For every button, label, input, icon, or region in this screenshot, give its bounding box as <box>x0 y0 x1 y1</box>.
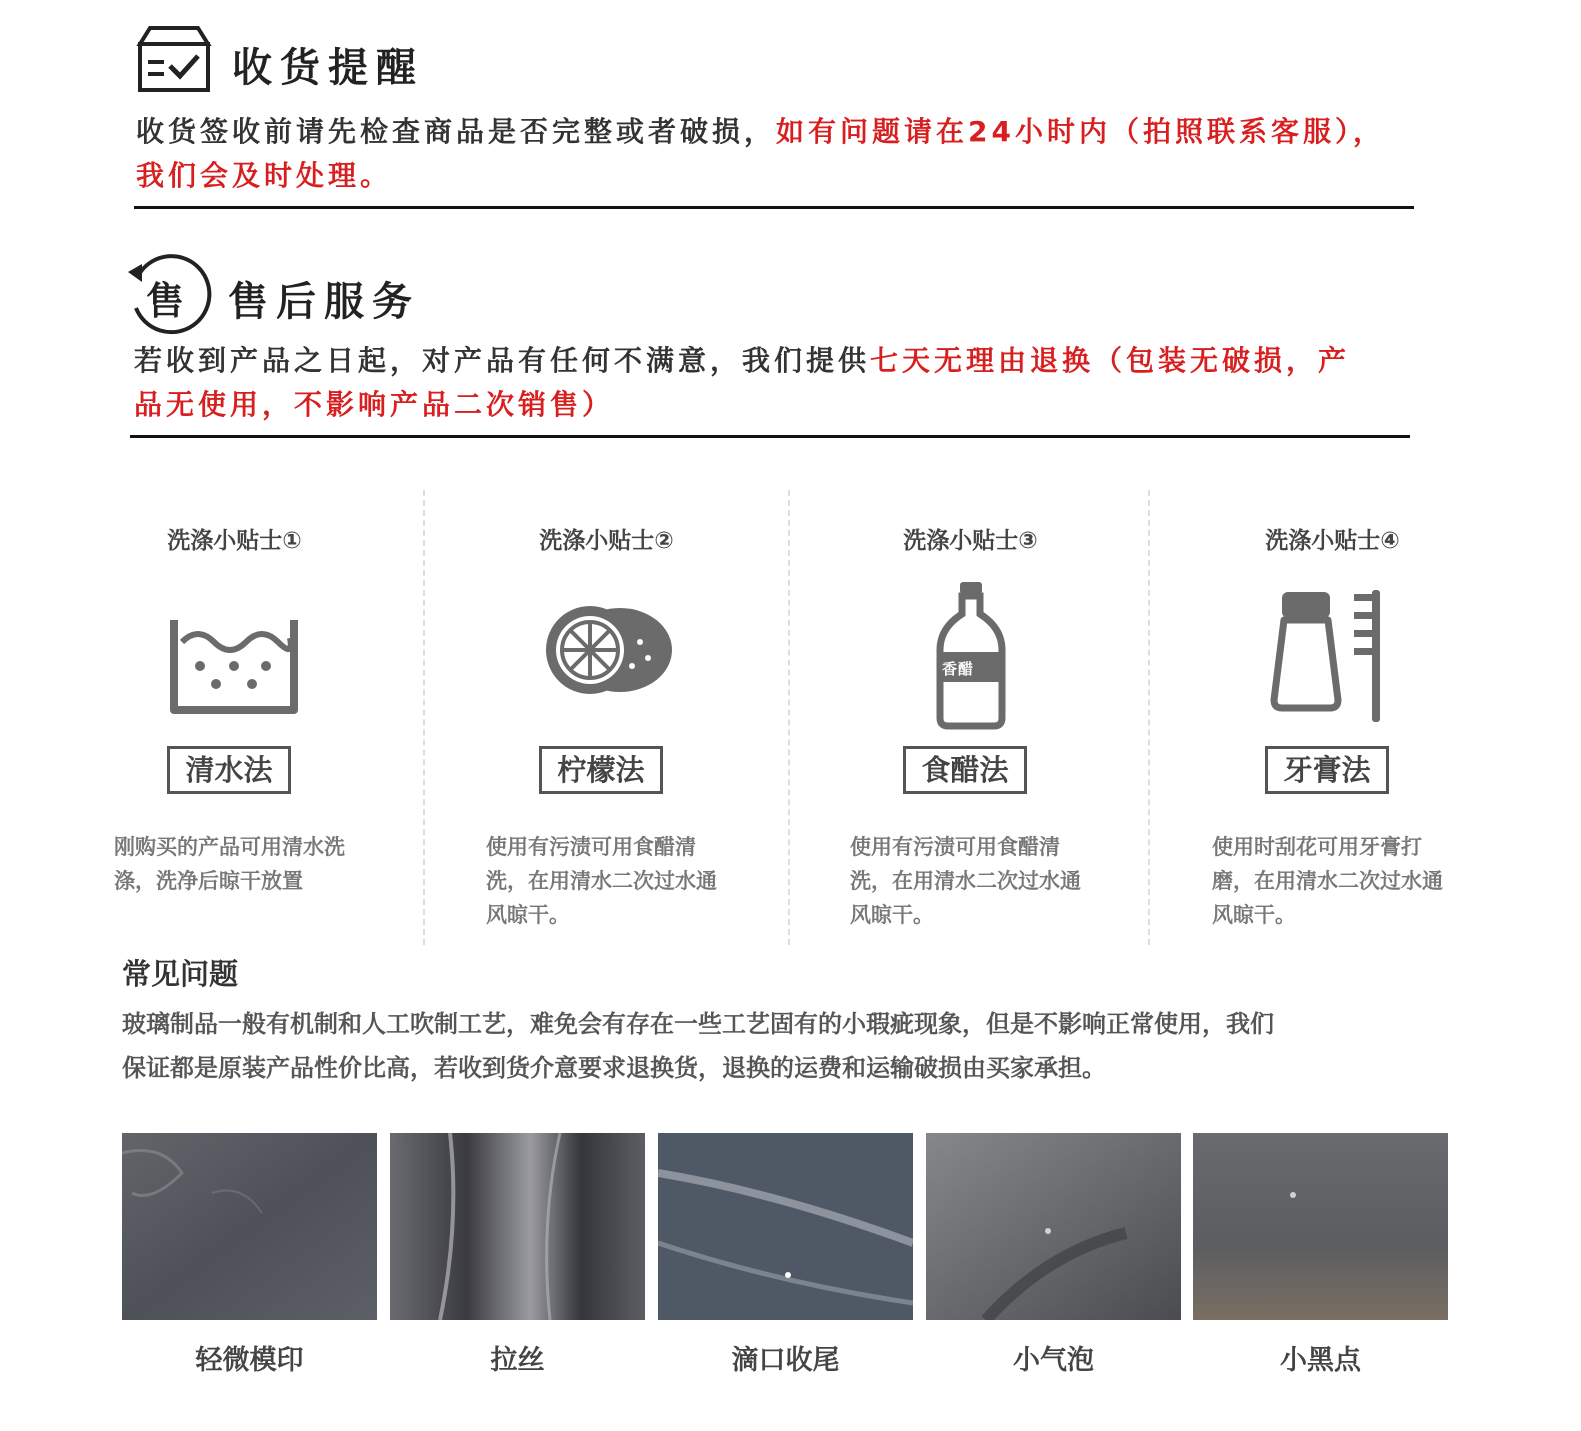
aftersale-icon-char: 售 <box>146 279 185 323</box>
aftersale-text-normal: 若收到产品之日起，对产品有任何不满意，我们提供 <box>134 344 871 377</box>
receipt-text-red: 如有问题请在24小时内（拍照联系客服）， <box>776 115 1385 148</box>
tip-title: 洗涤小贴士③ <box>903 528 1038 554</box>
tip-title: 洗涤小贴士② <box>539 528 674 554</box>
defect-photo-mold-mark <box>122 1133 377 1320</box>
receipt-text-normal: 收货签收前请先检查商品是否完整或者破损， <box>136 115 777 148</box>
tip-label: 清水法 <box>167 746 291 794</box>
toothpaste-brush-icon <box>1260 580 1405 730</box>
tip-label: 牙膏法 <box>1265 746 1389 794</box>
lemon-icon <box>534 580 679 730</box>
receipt-text <box>136 110 1446 198</box>
receipt-text-red-2: 我们会及时处理。 <box>136 159 393 192</box>
tip-label: 柠檬法 <box>539 746 663 794</box>
defect-caption: 拉丝 <box>490 1345 545 1376</box>
vinegar-bottle-icon <box>898 580 1043 730</box>
tip-desc: 使用有污渍可用食醋清洗，在用清水二次过水通风晾干。 <box>486 835 717 927</box>
divider <box>130 435 1410 438</box>
defect-photo-black-dot <box>1193 1133 1448 1320</box>
tip-card-3 <box>788 490 1153 945</box>
aftersale-title: 售后服务 <box>228 279 420 325</box>
aftersale-text <box>134 339 1444 427</box>
faq-text <box>122 1002 1467 1090</box>
tip-title: 洗涤小贴士① <box>167 528 302 554</box>
tip-desc: 使用时刮花可用牙膏打磨，在用清水二次过水通风晾干。 <box>1212 835 1443 927</box>
receipt-box-icon <box>136 22 212 94</box>
defect-caption: 小黑点 <box>1280 1345 1361 1376</box>
tip-title: 洗涤小贴士④ <box>1265 528 1400 554</box>
defect-photo-streak <box>390 1133 645 1320</box>
faq-line-1: 玻璃制品一般有机制和人工吹制工艺，难免会有存在一些工艺固有的小瑕疵现象，但是不影响正常使用，我们 <box>122 1010 1274 1038</box>
tip-desc: 使用有污渍可用食醋清洗，在用清水二次过水通风晾干。 <box>850 835 1081 927</box>
aftersale-text-red-2: 品无使用，不影响产品二次销售） <box>134 388 615 421</box>
defect-photo-bubble <box>926 1133 1181 1320</box>
defect-photo-drip-end <box>658 1133 913 1320</box>
tip-desc: 刚购买的产品可用清水洗涤，洗净后晾干放置 <box>114 835 345 893</box>
bottle-label-text: 香醋 <box>942 660 975 678</box>
receipt-title: 收货提醒 <box>232 45 424 91</box>
faq-title: 常见问题 <box>122 957 239 991</box>
tip-card-1 <box>52 490 417 945</box>
aftersale-text-red: 七天无理由退换（包装无破损，产 <box>870 344 1351 377</box>
tip-card-4 <box>1150 490 1515 945</box>
defect-caption: 小气泡 <box>1013 1345 1094 1376</box>
defect-caption: 轻微模印 <box>195 1345 304 1376</box>
tip-label: 食醋法 <box>903 746 1027 794</box>
faq-line-2: 保证都是原装产品性价比高，若收到货介意要求退换货，退换的运费和运输破损由买家承担。 <box>122 1054 1106 1082</box>
defect-caption: 滴口收尾 <box>731 1345 840 1376</box>
water-basin-icon <box>162 580 307 730</box>
divider <box>134 206 1414 209</box>
tip-card-2 <box>424 490 789 945</box>
